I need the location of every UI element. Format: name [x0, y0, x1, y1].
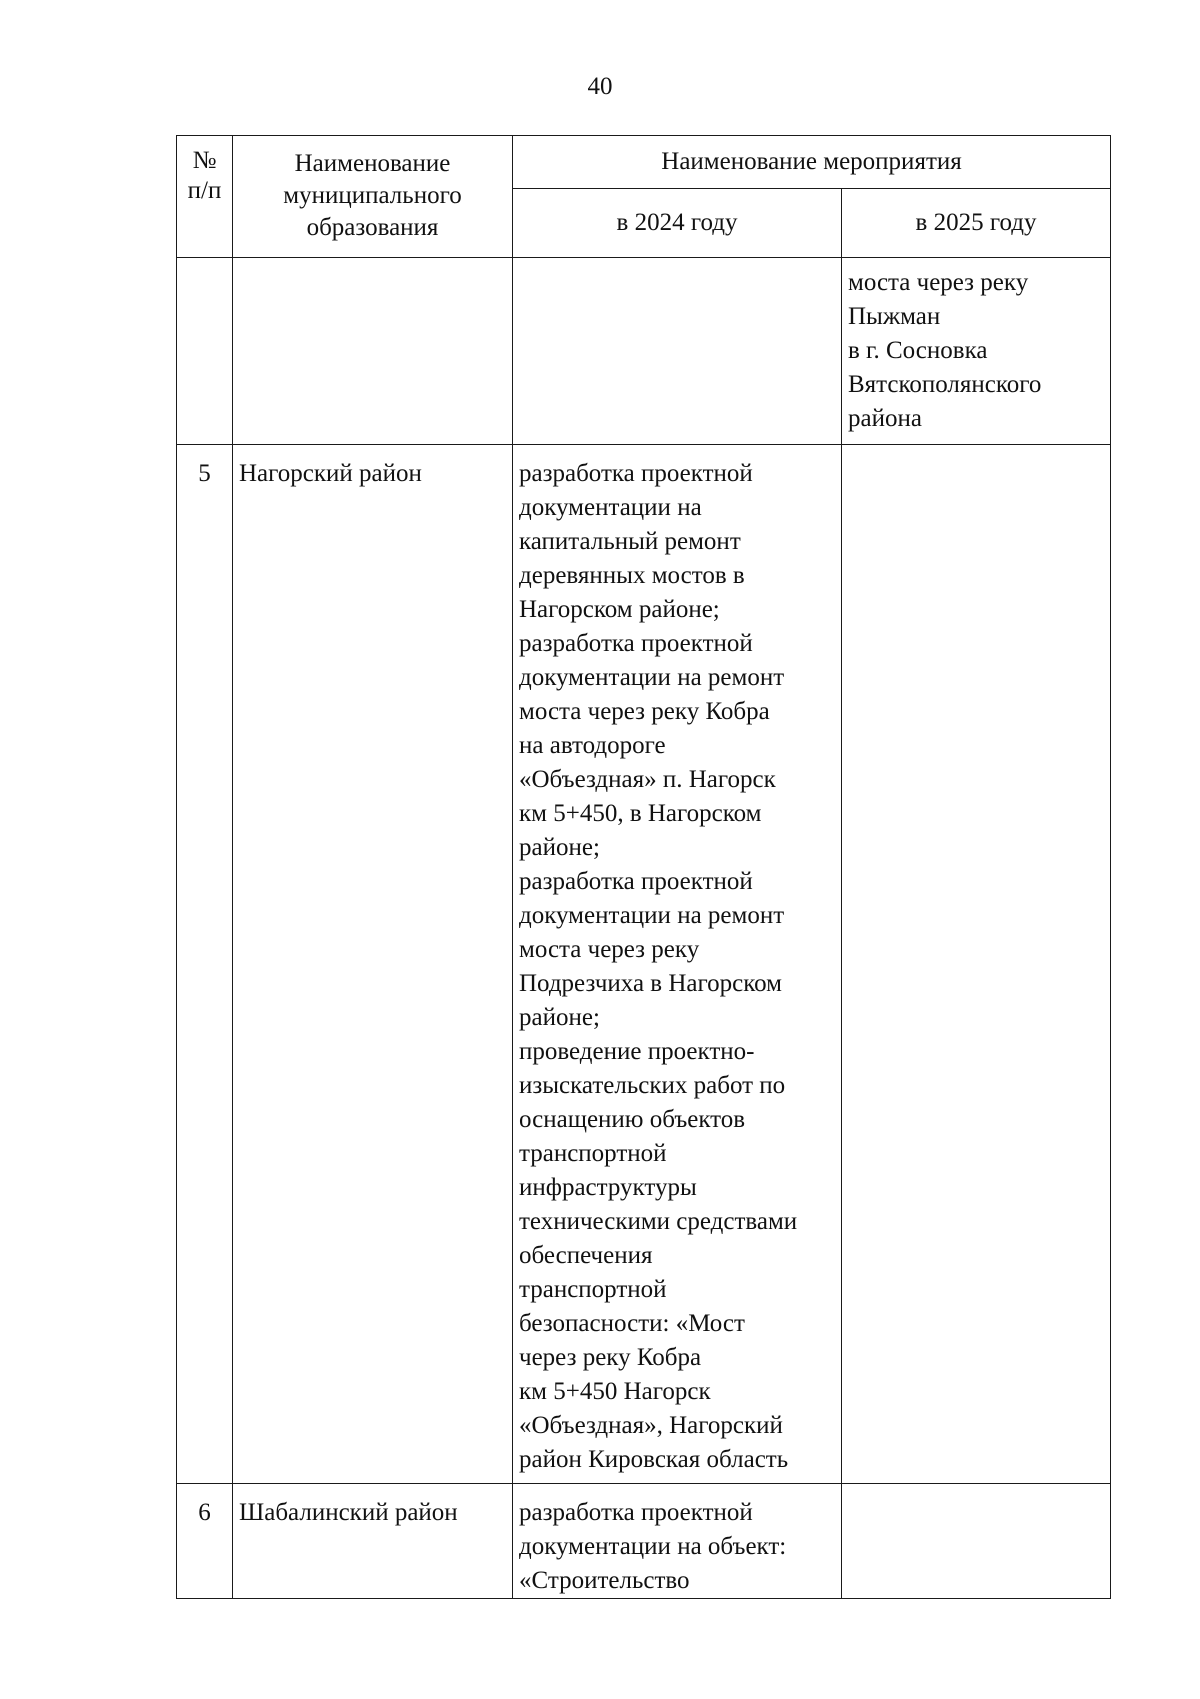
cell-line: через реку Кобра: [519, 1344, 702, 1371]
row-2024-cell: [513, 445, 842, 1484]
row-municipality-cell: [233, 258, 513, 445]
row-municipality-cell: Нагорский район: [233, 445, 513, 1484]
cell-line: км 5+450, в Нагорском: [519, 800, 762, 827]
cell-line: разработка проектной: [519, 868, 753, 895]
cell-line: Вятскополянского: [848, 371, 1042, 398]
cell-line: моста через реку Кобра: [519, 698, 770, 725]
cell-line: Нагорском районе;: [519, 596, 720, 623]
cell-line: моста через реку: [848, 269, 1029, 296]
header-municipality-line-1: Наименование: [294, 150, 451, 177]
cell-line: районе;: [519, 1004, 600, 1031]
header-measure-cell: Наименование мероприятия: [513, 136, 1111, 189]
row-2025-cell: [842, 1484, 1111, 1599]
header-num-line-1: №: [192, 147, 217, 174]
cell-line: деревянных мостов в: [519, 562, 745, 589]
table-row: [177, 1484, 1111, 1599]
cell-line: «Объездная» п. Нагорск: [519, 766, 776, 793]
header-num-cell: [177, 136, 233, 258]
cell-line: разработка проектной: [519, 1499, 753, 1526]
row-2024-cell: [513, 1484, 842, 1599]
measures-table: [176, 135, 1111, 1599]
cell-line: транспортной: [519, 1276, 667, 1303]
row-2025-cell: [842, 445, 1111, 1484]
cell-line: района: [848, 405, 922, 432]
cell-line: моста через реку: [519, 936, 700, 963]
cell-line: разработка проектной: [519, 630, 753, 657]
cell-line: безопасности: «Мост: [519, 1310, 745, 1337]
cell-line: техническими средствами: [519, 1208, 798, 1235]
page-number: 40: [587, 73, 613, 100]
cell-line: документации на: [519, 494, 702, 521]
cell-line: Подрезчиха в Нагорском: [519, 970, 782, 997]
cell-line: «Строительство: [519, 1567, 690, 1594]
header-municipality-line-2: муниципального: [283, 182, 462, 209]
row-2024-cell: [513, 258, 842, 445]
row-num-cell: [177, 258, 233, 445]
header-municipality-line-3: образования: [306, 214, 439, 241]
cell-line: район Кировская область: [519, 1446, 789, 1473]
table-row: [177, 258, 1111, 445]
cell-line: Пыжман: [848, 303, 941, 330]
header-municipality-cell: [233, 136, 513, 258]
cell-line: оснащению объектов: [519, 1106, 746, 1133]
cell-line: проведение проектно-: [519, 1038, 755, 1065]
table-row: [177, 445, 1111, 1484]
header-row-1: [177, 136, 1111, 189]
header-num-line-2: п/п: [187, 177, 222, 204]
cell-line: инфраструктуры: [519, 1174, 697, 1201]
cell-line: районе;: [519, 834, 600, 861]
cell-line: в г. Сосновка: [848, 337, 988, 364]
header-year-2024: в 2024 году: [513, 189, 842, 258]
row-num-cell: 6: [177, 1484, 233, 1599]
cell-line: транспортной: [519, 1140, 667, 1167]
cell-line: документации на объект:: [519, 1533, 787, 1560]
cell-line: разработка проектной: [519, 460, 753, 487]
cell-line: изыскательских работ по: [519, 1072, 786, 1099]
cell-line: на автодороге: [519, 732, 666, 759]
row-2025-cell: [842, 258, 1111, 445]
row-num-cell: 5: [177, 445, 233, 1484]
header-year-2025: в 2025 году: [842, 189, 1111, 258]
cell-line: документации на ремонт: [519, 664, 785, 691]
cell-line: «Объездная», Нагорский: [519, 1412, 783, 1439]
cell-line: документации на ремонт: [519, 902, 785, 929]
cell-line: обеспечения: [519, 1242, 653, 1269]
cell-line: капитальный ремонт: [519, 528, 741, 555]
row-municipality-cell: Шабалинский район: [233, 1484, 513, 1599]
cell-line: км 5+450 Нагорск: [519, 1378, 711, 1405]
